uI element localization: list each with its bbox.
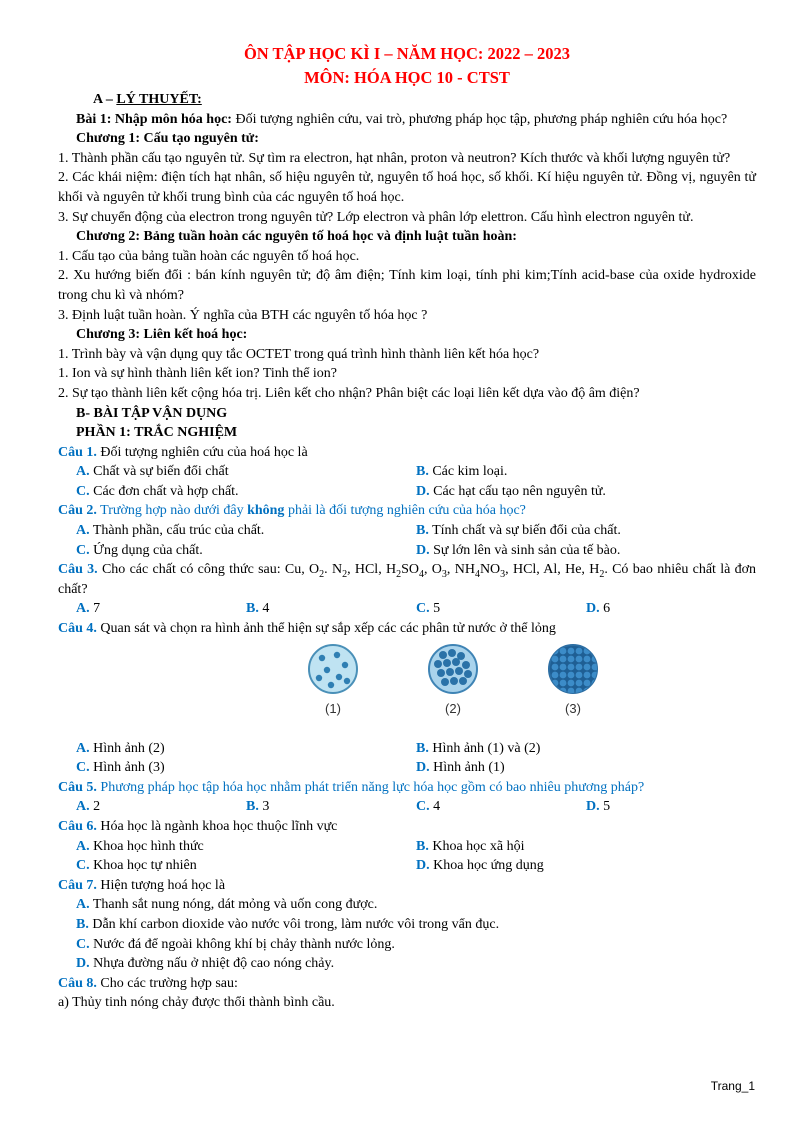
- q7-option-a: A. Thanh sắt nung nóng, dát mỏng và uốn cong được.: [76, 897, 378, 913]
- figure-2: [393, 643, 513, 719]
- q4-options: [58, 739, 756, 759]
- part1-heading: PHẦN 1: TRẮC NGHIỆM: [76, 425, 238, 441]
- q8-item-a: a) Thủy tinh nóng chảy được thổi thành bình cầu.: [58, 995, 335, 1011]
- chapter2-item: 1. Cấu tạo của bảng tuần hoàn các nguyên tố hoá học.: [58, 248, 360, 264]
- chapter2-heading: Chương 2: Bảng tuần hoàn các nguyên tố hoá học và định luật tuần hoàn:: [76, 229, 517, 245]
- figure-3: [513, 643, 633, 719]
- chapter1-heading: Chương 1: Cấu tạo nguyên tử:: [76, 131, 259, 147]
- section-a-heading: A – LÝ THUYẾT:: [93, 92, 202, 107]
- question-2: Câu 2. Trường hợp nào dưới đây không phải là đối tượng nghiên cứu của hóa học?: [58, 503, 526, 519]
- q5-option-b: B. 3: [246, 799, 270, 815]
- solid-molecules-image: [547, 643, 599, 695]
- q1-option-b: B. Các kim loại.: [416, 464, 508, 480]
- chapter1-item: 1. Thành phần cấu tạo nguyên tử. Sự tìm ra electron, hạt nhân, proton và neutron? Kích thước và khối lượng nguyên tử?: [58, 150, 731, 166]
- q4-option-d: D. Hình ảnh (1): [416, 760, 505, 776]
- q3-option-c: C. 5: [416, 601, 441, 617]
- section-b-heading: B- BÀI TẬP VẬN DỤNG: [76, 405, 228, 421]
- q2-options: [58, 521, 756, 541]
- question-5: Câu 5. Phương pháp học tập hóa học nhằm phát triển năng lực hóa học gồm có bao nhiêu phương pháp?: [58, 779, 645, 795]
- q6-option-d: D. Khoa học ứng dụng: [416, 858, 544, 874]
- q1-option-d: D. Các hạt cấu tạo nên nguyên tử.: [416, 483, 606, 499]
- molecule-figure: [58, 643, 756, 739]
- q5-options: [58, 797, 756, 817]
- q2-option-a: A. Thành phần, cấu trúc của chất.: [76, 523, 265, 539]
- q4-option-a: A. Hình ảnh (2): [76, 740, 165, 756]
- q4-option-c: C. Hình ảnh (3): [76, 760, 165, 776]
- document-page: [58, 42, 756, 1013]
- figure-1: [273, 643, 393, 719]
- question-7: Câu 7. Hiện tượng hoá học là: [58, 877, 226, 893]
- q3-option-b: B. 4: [246, 601, 270, 617]
- q3-options: [58, 599, 756, 619]
- bai1-paragraph: Bài 1: Nhập môn hóa học: Đối tượng nghiên cứu, vai trò, phương pháp học tập, phương pháp nghiên cứu hóa học?: [76, 111, 728, 127]
- chapter3-item: 2. Sự tạo thành liên kết cộng hóa trị. Liên kết cho nhận? Phân biệt các loại liên kết dựa vào độ âm điện?: [58, 385, 640, 401]
- liquid-molecules-image: [427, 643, 479, 695]
- q4-option-b: B. Hình ảnh (1) và (2): [416, 740, 541, 756]
- question-3: Câu 3. Cho các chất có công thức sau: Cu, $O_2$. $N_2$, HCl, $H_2SO_4$, $O_3$, $NH_4NO_3$, HCl, Al, He, $H_2$. Có bao nhiêu chất là đơn chất?: [58, 562, 756, 597]
- q6-option-a: A. Khoa học hình thức: [76, 838, 204, 854]
- q6-options: [58, 837, 756, 857]
- q5-option-a: A. 2: [76, 799, 101, 815]
- chapter2-item: 2. Xu hướng biến đổi : bán kính nguyên tử; độ âm điện; Tính kim loại, tính phi kim;Tính acid-base của oxide hydroxide trong chu kì và nhóm?: [58, 268, 756, 303]
- q5-option-d: D. 5: [586, 799, 611, 815]
- chapter2-item: 3. Định luật tuần hoàn. Ý nghĩa của BTH các nguyên tố hóa học ?: [58, 307, 428, 323]
- q2-option-c: C. Ứng dụng của chất.: [76, 542, 203, 558]
- figure-3-caption: (3): [565, 700, 581, 716]
- chapter1-item: 2. Các khái niệm: điện tích hạt nhân, số hiệu nguyên tử, nguyên tố hoá học, số khối. Kí hiệu nguyên tử. Đồng vị, nguyên tử khối và nguyên tử khối trung bình của các nguyên tố hoá học.: [58, 170, 756, 205]
- chapter1-item: 3. Sự chuyển động của electron trong nguyên tử? Lớp electron và phân lớp elettron. Cấu hình electron nguyên tử.: [58, 209, 694, 225]
- q3-option-d: D. 6: [586, 601, 611, 617]
- q1-options: [58, 462, 756, 482]
- q1-option-c: C. Các đơn chất và hợp chất.: [76, 483, 239, 499]
- doc-title: ÔN TẬP HỌC KÌ I – NĂM HỌC: 2022 – 2023: [243, 44, 571, 63]
- q7-option-b: B. Dẫn khí carbon dioxide vào nước vôi trong, làm nước vôi trong vẩn đục.: [76, 916, 500, 932]
- chapter3-item: 1. Ion và sự hình thành liên kết ion? Tinh thể ion?: [58, 366, 338, 382]
- q5-option-c: C. 4: [416, 799, 441, 815]
- chapter3-heading: Chương 3: Liên kết hoá học:: [76, 327, 248, 343]
- question-4: Câu 4. Quan sát và chọn ra hình ảnh thể hiện sự sắp xếp các các phân tử nước ở thể lỏng: [58, 621, 556, 637]
- page-number: Trang_1: [710, 1079, 755, 1093]
- chapter3-item: 1. Trình bày và vận dụng quy tắc OCTET trong quá trình hình thành liên kết hóa học?: [58, 346, 540, 362]
- q3-option-a: A. 7: [76, 601, 101, 617]
- gas-molecules-image: [307, 643, 359, 695]
- q7-option-d: D. Nhựa đường nấu ở nhiệt độ cao nóng chảy.: [76, 956, 335, 972]
- q2-option-b: B. Tính chất và sự biến đổi của chất.: [416, 523, 621, 539]
- question-8: Câu 8. Cho các trường hợp sau:: [58, 975, 238, 991]
- q2-options: [58, 541, 756, 561]
- question-6: Câu 6. Hóa học là ngành khoa học thuộc lĩnh vực: [58, 819, 338, 834]
- doc-subtitle: MÔN: HÓA HỌC 10 - CTST: [304, 68, 510, 87]
- figure-2-caption: (2): [445, 700, 461, 716]
- figure-1-caption: (1): [325, 700, 341, 716]
- q2-option-d: D. Sự lớn lên và sinh sản của tế bào.: [416, 542, 621, 558]
- q4-options: [58, 758, 756, 778]
- q6-option-b: B. Khoa học xã hội: [416, 838, 525, 854]
- question-1: Câu 1. Đối tượng nghiên cứu của hoá học là: [58, 444, 308, 460]
- q6-option-c: C. Khoa học tự nhiên: [76, 858, 197, 874]
- q7-option-c: C. Nước đá để ngoài không khí bị chảy thành nước lỏng.: [76, 936, 395, 952]
- q1-options: [58, 482, 756, 502]
- q1-option-a: A. Chất và sự biến đổi chất: [76, 464, 229, 480]
- q6-options: [58, 856, 756, 876]
